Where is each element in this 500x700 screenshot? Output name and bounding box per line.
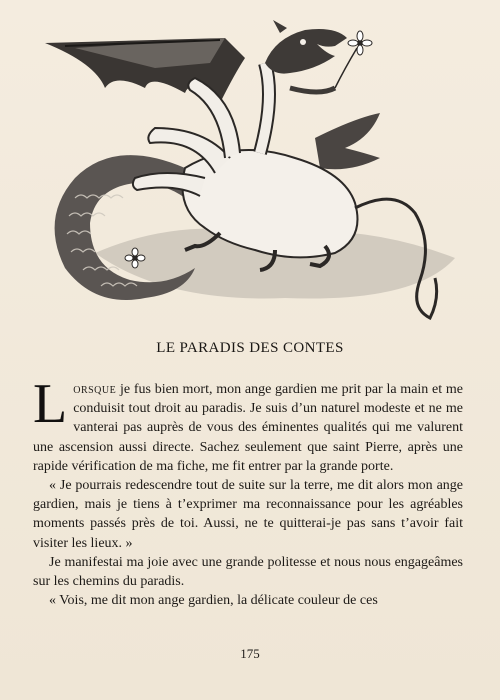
first-word-rest: orsque [73, 382, 117, 397]
paragraph-2: « Je pourrais redescendre tout de suite sur la terre, me dit alors mon ange gardien, mais je tiens à t’exprimer ma reconnaissance pour les agréables moments passés près de toi. Aussi, ne te quitterai-je pas sans t’avoir fait visiter les lieux. » [33, 478, 463, 551]
dragon-head [265, 29, 347, 74]
paragraph-1 [33, 373, 463, 476]
chapter-title: LE PARADIS DES CONTES [156, 340, 344, 356]
dragon-small-wing [315, 113, 380, 169]
chapter-body [33, 373, 463, 610]
paragraph-3: Je manifestai ma joie avec une grande politesse et nous nous engageâmes sur les chemins du paradis. [33, 554, 463, 590]
page-number: 175 [240, 646, 260, 661]
paragraph-4: « Vois, me dit mon ange gardien, la délicate couleur de ces [49, 593, 378, 609]
flower-stem [335, 48, 357, 88]
paragraph-1-text: je fus bien mort, mon ange gardien me prit par la main et me conduisit tout droit au paradis. Je suis d’un naturel modeste et ne me vanterai pas auprès de vous des éminentes qualités qui me valurent une ascension aussi directe. Sachez seulement que saint Pierre, après une rapide vérification de ma fiche, me fit entrer par la grande porte. [33, 382, 463, 474]
drop-cap: L [33, 373, 68, 435]
dragon-illustration [35, 18, 465, 330]
flower-icon [348, 31, 372, 55]
